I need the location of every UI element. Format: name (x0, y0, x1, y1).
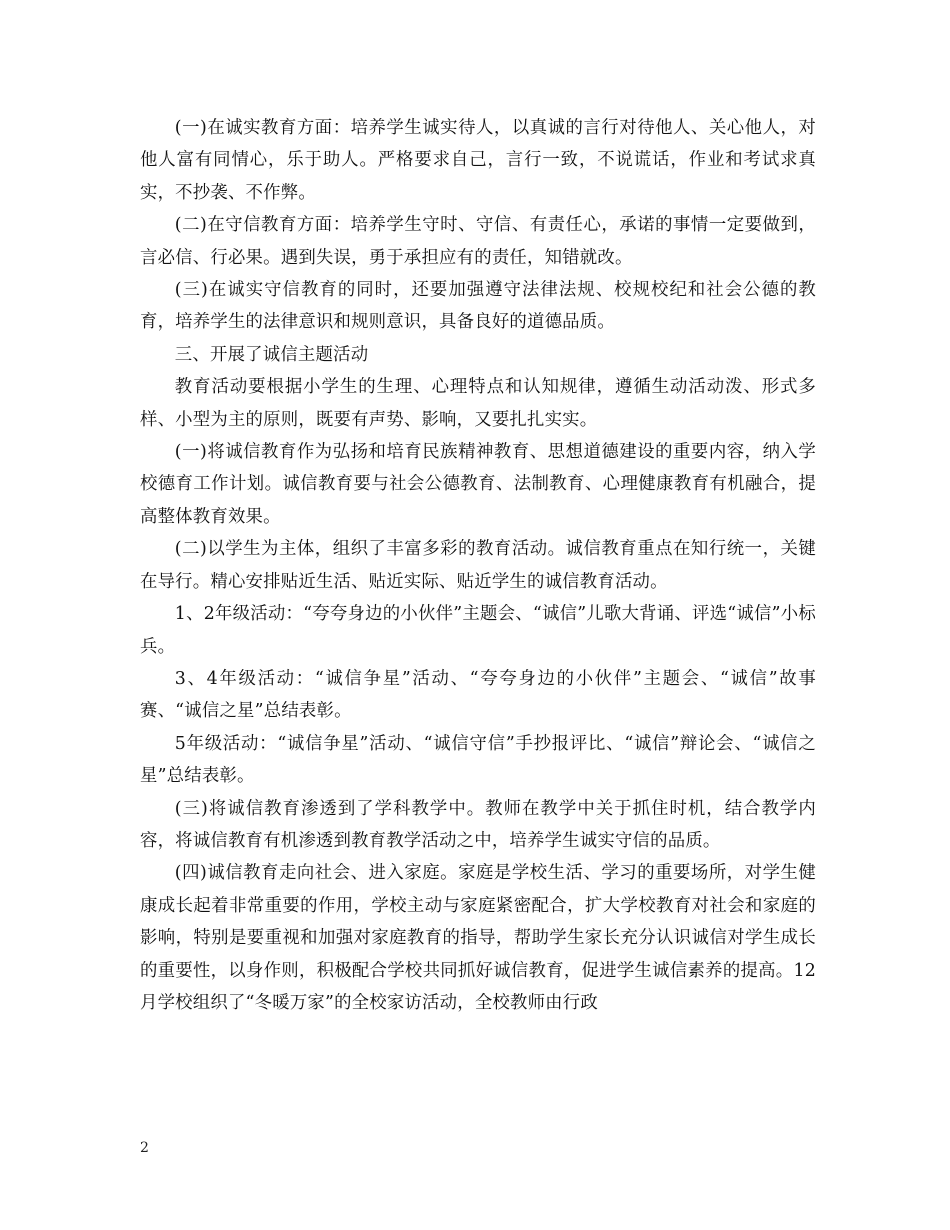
paragraph-student-activities: (二)以学生为主体，组织了丰富多彩的教育活动。诚信教育重点在知行统一，关键在导行。精心安排贴近生活、贴近实际、贴近学生的诚信教育活动。 (140, 539, 816, 592)
paragraph-honesty-education: (一)在诚实教育方面：培养学生诚实待人，以真诚的言行对待他人、关心他人，对他人富有同情心，乐于助人。严格要求自己，言行一致，不说谎话，作业和考试求真实，不抄袭、不作弊。 (140, 118, 816, 203)
paragraph-trust-education: (二)在守信教育方面：培养学生守时、守信、有责任心，承诺的事情一定要做到，言必信、行必果。遇到失误，勇于承担应有的责任，知错就改。 (140, 215, 816, 268)
page-number: 2 (140, 1140, 149, 1156)
paragraph-subject-teaching: (三)将诚信教育渗透到了学科教学中。教师在教学中关于抓住时机，结合教学内容，将诚信教育有机渗透到教育教学活动之中，培养学生诚实守信的品质。 (140, 798, 816, 851)
paragraph-grade-1-2: 1、2年级活动：“夸夸身边的小伙伴”主题会、“诚信”儿歌大背诵、评选“诚信”小标兵。 (140, 604, 816, 657)
paragraph-moral-plan: (一)将诚信教育作为弘扬和培育民族精神教育、思想道德建设的重要内容，纳入学校德育工作计划。诚信教育要与社会公德教育、法制教育、心理健康教育有机融合，提高整体教育效果。 (140, 442, 816, 527)
paragraph-grade-3-4: 3、4年级活动：“诚信争星”活动、“夸夸身边的小伙伴”主题会、“诚信”故事赛、“诚信之星”总结表彰。 (140, 668, 816, 722)
paragraph-grade-5: 5年级活动：“诚信争星”活动、“诚信守信”手抄报评比、“诚信”辩论会、“诚信之星”总结表彰。 (140, 733, 816, 787)
paragraph-family-society: (四)诚信教育走向社会、进入家庭。家庭是学校生活、学习的重要场所，对学生健康成长起着非常重要的作用，学校主动与家庭紧密配合，扩大学校教育对社会和家庭的影响，特别是要重视和加强对家庭教育的指导，帮助学生家长充分认识诚信对学生成长的重要性，以身作则，积极配合学校共同抓好诚信教育，促进学生诚信素养的提高。12月学校组织了“冬暖万家”的全校家访活动，全校教师由行政 (140, 863, 816, 1013)
paragraph-activity-principles: 教育活动要根据小学生的生理、心理特点和认知规律，遵循生动活动泼、形式多样、小型为主的原则，既要有声势、影响，又要扎扎实实。 (140, 377, 816, 430)
section-heading-activities: 三、开展了诚信主题活动 (174, 344, 369, 365)
document-body (140, 112, 816, 1019)
paragraph-law-education: (三)在诚实守信教育的同时，还要加强遵守法律法规、校规校纪和社会公德的教育，培养学生的法律意识和规则意识，具备良好的道德品质。 (140, 280, 816, 333)
